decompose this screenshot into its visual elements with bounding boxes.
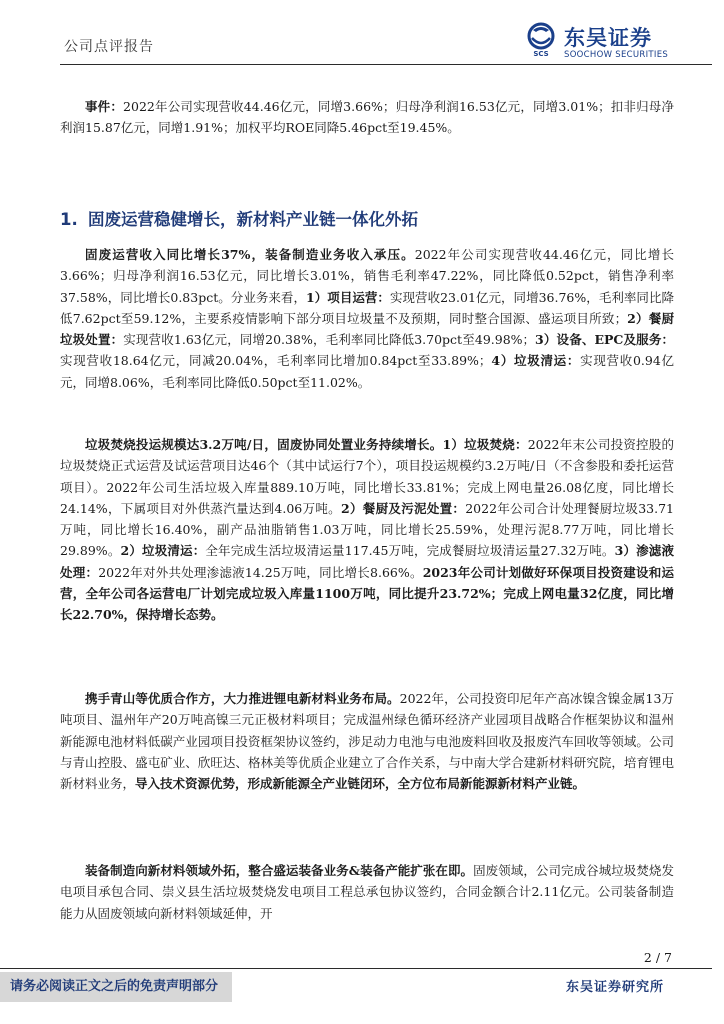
logo-chinese-name: 东吴证券 <box>564 26 652 50</box>
logo-english-name: SOOCHOW SECURITIES <box>564 50 669 60</box>
p3-lead: 携手青山等优质合作方，大力推进锂电新材料业务布局。 <box>85 691 400 706</box>
p3-text-1: 2022年，公司投资印尼年产高冰镍含镍金属13万吨项目、温州年产20万吨高镍三元正极材料项目；完成温州绿色循环经济产业园项目战略合作框架协议和温州新能源电池材料低碳产业园项目投资框架协议签约，涉足动力电池与电池废料回收及报废汽车回收等领域。公司与青山控股、盛屯矿业、欣旺达、格林美等优质企业建立了合作关系，与中南大学合建新材料研究院，培育锂电新材料业务， <box>60 691 674 792</box>
p1-heading-3: 3）设备、EPC及服务： <box>535 332 674 348</box>
section-heading <box>60 206 674 230</box>
event-text: 2022年公司实现营收44.46亿元，同增3.66%；归母净利润16.53亿元，同增3.01%；扣非归母净利润15.87亿元，同增1.91%；加权平均ROE同降5.46pct至19.45%。 <box>60 99 674 136</box>
p2-text-3: 全年完成生活垃圾清运量117.45万吨，完成餐厨垃圾清运量27.32万吨。 <box>205 543 615 559</box>
p4-lead: 装备制造向新材料领域外拓，整合盛运装备业务&装备产能扩张在即。 <box>85 863 474 878</box>
soochow-logo-icon <box>524 22 558 58</box>
p1-heading-4: 4）垃圾清运： <box>491 353 581 369</box>
page-number: 2 / 7 <box>643 950 672 965</box>
paragraph-equipment-manufacturing <box>60 860 674 924</box>
p2-heading-4: 3）渗滤液处理： <box>60 543 674 580</box>
p1-text-5: 实现营收0.94亿元，同增8.06%，毛利率同比降低0.50pct至11.02%。 <box>60 353 675 390</box>
p2-lead: 垃圾焚烧投运规模达3.2万吨/日，固废协同处置业务持续增长。 <box>85 437 443 452</box>
p2-text-4: 2022年对外共处理渗滤液14.25万吨，同比增长8.66%。 <box>98 564 423 580</box>
p2-heading-1: 1）垃圾焚烧： <box>442 437 528 452</box>
p1-text-1: 2022年公司实现营收44.46亿元，同比增长3.66%；归母净利润16.53亿元，同比增长3.01%，销售毛利率47.22%，同比降低0.52pct，销售净利率37.58%，同比增长0.83pct。分业务来看， <box>60 247 674 305</box>
event-label: 事件： <box>85 99 124 114</box>
p2-text-1: 2022年末公司投资控股的垃圾焚烧正式运营及试运营项目达46个（其中试运行7个），项目投运规模约3.2万吨/日（不含参股和委托运营项目）。2022年公司生活垃圾入库量889.10万吨，同比增长33.81%；完成上网电量26.08亿度，同比增长24.14%，下属项目对外供蒸汽量达到4.06万吨。 <box>60 437 674 516</box>
report-type-label: 公司点评报告 <box>64 39 154 55</box>
p1-heading-2: 2）餐厨垃圾处置： <box>60 310 674 348</box>
section-number: 1. <box>60 210 78 229</box>
event-paragraph <box>60 96 674 139</box>
research-institute-name: 东吴证券研究所 <box>565 980 664 995</box>
paragraph-lithium-materials <box>60 688 674 794</box>
p1-lead: 固废运营收入同比增长37%，装备制造业务收入承压。 <box>85 247 415 262</box>
p3-bold-tail: 导入技术资源优势，形成新能源全产业链闭环，全方位布局新能源新材料产业链。 <box>135 776 586 792</box>
footer-divider <box>0 968 712 969</box>
p1-text-2: 实现营收23.01亿元，同增36.76%，毛利率同比降低7.62pct至59.12%，主要系疫情影响下部分项目垃圾量不及预期，同时整合国源、盛运项目所致； <box>60 289 675 326</box>
disclaimer-banner: 请务必阅读正文之后的免责声明部分 <box>0 972 232 1002</box>
paragraph-waste-operations <box>60 244 674 393</box>
p1-heading-1: 1）项目运营： <box>306 289 390 305</box>
p4-text-1: 固废领域，公司完成谷城垃圾焚烧发电项目承包合同、崇义县生活垃圾焚烧发电项目工程总承包协议签约，合同金额合计2.11亿元。公司装备制造能力从固废领域向新材料领域延伸，开 <box>60 863 674 921</box>
p2-bold-tail: 2023年公司计划做好环保项目投资建设和运营，全年公司各运营电厂计划完成垃圾入库量1100万吨，同比提升23.72%；完成上网电量32亿度，同比增长22.70%，保持增长态势。 <box>60 564 674 623</box>
p2-heading-2: 2）餐厨及污泥处置： <box>340 500 466 516</box>
logo-mark-text: SCS <box>533 50 549 58</box>
p2-heading-3: 2）垃圾清运： <box>120 543 206 559</box>
p1-text-3: 实现营收1.63亿元，同增20.38%，毛利率同比降低3.70pct至49.98%； <box>123 332 536 348</box>
p2-text-2: 2022年公司合计处理餐厨垃圾33.71万吨，同比增长16.40%，副产品油脂销售1.03万吨，同比增长25.59%，处理污泥8.77万吨，同比增长29.89%。 <box>60 500 674 559</box>
p1-text-4: 实现营收18.64亿元，同减20.04%，毛利率同比增加0.84pct至33.89%； <box>60 353 492 369</box>
paragraph-incineration <box>60 434 674 626</box>
section-title-text: 固废运营稳健增长，新材料产业链一体化外拓 <box>88 210 418 229</box>
company-logo <box>524 22 710 62</box>
header-divider <box>60 64 712 65</box>
